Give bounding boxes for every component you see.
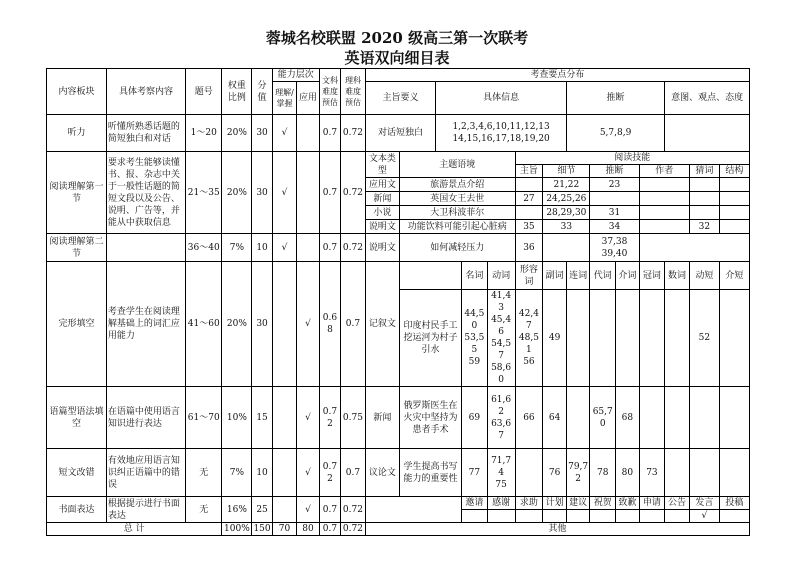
module-cell: 阅读理解第二节: [47, 234, 107, 262]
infer-cell: 37,38 39,40: [590, 234, 639, 262]
module-cell: 听力: [47, 115, 107, 152]
infer-cell: 23: [590, 178, 639, 192]
score-cell: 30: [252, 152, 272, 234]
total-score: 150: [253, 524, 271, 534]
total-label: 总 计: [47, 523, 222, 536]
check-cell: √: [272, 152, 297, 234]
main-cell: [515, 206, 543, 220]
wen-cell: 0.68: [319, 262, 340, 387]
detail-cell: 33: [543, 220, 590, 234]
struct-cell: [719, 178, 749, 192]
writing-types-row: [47, 497, 750, 510]
col-header: 动词: [487, 262, 515, 290]
col-header: 动短: [689, 262, 719, 290]
empty-cell: [566, 387, 590, 449]
li-cell: 0.75: [341, 387, 366, 449]
content-cell: 考查学生在阅读理解基础上的词汇应用能力: [106, 262, 185, 387]
header-wen-diff: 文科难度预估: [319, 69, 340, 115]
wen-cell: 0.7: [319, 234, 340, 262]
main-cell: 36: [515, 234, 543, 262]
col-header: 代词: [590, 262, 616, 290]
noun-cell: 44,50 53,55 59: [462, 290, 488, 387]
module-cell: 语篇型语法填空: [47, 387, 107, 449]
infer-cell: 5,7,8,9: [566, 115, 664, 152]
type-label: 致歉: [616, 497, 640, 510]
noun-cell: 77: [462, 449, 488, 497]
header-intent: 意图、观点、态度: [665, 82, 750, 115]
header-score: 分值: [252, 69, 272, 115]
type-cell: 议论文: [365, 449, 399, 497]
type-label: 感谢: [487, 497, 515, 510]
adv-cell: 64: [543, 387, 567, 449]
type-label: 求助: [515, 497, 543, 510]
weight-cell: 7%: [222, 234, 252, 262]
score-cell: 10: [252, 449, 272, 497]
empty-cell: [689, 387, 719, 449]
pron-cell: 65,70: [590, 387, 616, 449]
main-cell: [515, 178, 543, 192]
content-cell: 听懂所熟悉话题的简短独白和对话: [106, 115, 185, 152]
weight-cell: 20%: [222, 115, 252, 152]
empty-cell: [515, 510, 543, 523]
header-qnum: 题号: [186, 69, 222, 115]
empty-cell: [515, 449, 543, 497]
author-cell: [639, 192, 689, 206]
col-header: 阅读技能: [515, 152, 749, 165]
infer-cell: 31: [590, 206, 639, 220]
empty-cell: [462, 510, 488, 523]
total-weight: 100%: [222, 523, 252, 536]
col-header: 副词: [543, 262, 567, 290]
detail-cell: 1,2,3,4,6,10,11,12,13 14,15,16,17,18,19,20: [436, 115, 567, 152]
header-content: 具体考察内容: [106, 69, 185, 115]
empty-cell: [106, 234, 185, 262]
prep-cell: 80: [616, 449, 640, 497]
empty-cell: [719, 510, 749, 523]
empty-cell: [543, 234, 590, 262]
qnum-cell: 无: [186, 449, 222, 497]
type-label: 发言: [689, 497, 719, 510]
header-ability-b: 应用: [297, 82, 319, 115]
col-header: 数词: [665, 262, 690, 290]
wen-cell: 0.7: [319, 497, 340, 523]
reading2-row: [47, 234, 750, 262]
topic-cell: 俄罗斯医生在火灾中坚持为患者手术: [399, 387, 461, 449]
empty-cell: [639, 510, 665, 523]
weight-cell: 20%: [222, 152, 252, 234]
type-label: 公告: [665, 497, 690, 510]
col-header: 推断: [590, 165, 639, 178]
empty-cell: [543, 510, 567, 523]
reading1-header-row: [47, 152, 750, 165]
empty-cell: [272, 449, 297, 497]
empty-cell: [665, 290, 690, 387]
empty-cell: [719, 387, 749, 449]
type-cell: 小说: [365, 206, 399, 220]
empty-cell: [272, 387, 297, 449]
mark-cell: √: [689, 510, 719, 523]
col-header: 作者: [639, 165, 689, 178]
wen-cell: 0.72: [319, 449, 340, 497]
col-header: 冠词: [639, 262, 665, 290]
empty-cell: [639, 387, 665, 449]
header-row: [47, 69, 750, 82]
author-cell: [639, 178, 689, 192]
adv-cell: 76: [543, 449, 567, 497]
topic-cell: 印度村民手工挖运河为村子引水: [399, 290, 461, 387]
empty-cell: [297, 152, 319, 234]
type-cell: 新闻: [365, 192, 399, 206]
type-cell: 应用文: [365, 178, 399, 192]
total-other: 其他: [365, 523, 749, 536]
cloze-header-row: [47, 262, 750, 290]
total-a: 70: [272, 523, 297, 536]
verb-cell: 41,43 45,46 54,57 58,60: [487, 290, 515, 387]
check-cell: √: [297, 387, 319, 449]
li-cell: 0.72: [341, 152, 366, 234]
empty-cell: [616, 290, 640, 387]
col-header: 连词: [566, 262, 590, 290]
module-cell: 完形填空: [47, 262, 107, 387]
listening-row: [47, 115, 750, 152]
col-header: 细节: [543, 165, 590, 178]
empty-cell: [297, 234, 319, 262]
module-cell: 书面表达: [47, 497, 107, 523]
art-cell: 73: [639, 449, 665, 497]
infer-cell: [590, 192, 639, 206]
prep-cell: 68: [616, 387, 640, 449]
col-header: 结构: [719, 165, 749, 178]
topic-cell: 功能饮料可能引起心脏病: [399, 220, 515, 234]
empty-cell: [590, 510, 616, 523]
type-label: 申请: [639, 497, 665, 510]
topic-cell: 如何减轻压力: [399, 234, 515, 262]
guess-cell: 32: [689, 220, 719, 234]
check-cell: √: [297, 262, 319, 387]
col-header: 介词: [616, 262, 640, 290]
verb-cell: 61,62 63,67: [487, 387, 515, 449]
page-title: 蓉城名校联盟 2020 级高三第一次联考: [265, 29, 529, 47]
empty-cell: [365, 497, 461, 523]
total-row: [47, 523, 750, 536]
struct-cell: [719, 206, 749, 220]
correction-row: [47, 449, 750, 497]
type-label: 邀请: [462, 497, 488, 510]
col-header: 主旨: [515, 165, 543, 178]
empty-cell: [566, 290, 590, 387]
pron-cell: 78: [590, 449, 616, 497]
check-cell: √: [272, 234, 297, 262]
li-cell: 0.72: [341, 497, 366, 523]
detail-cell: 24,25,26: [543, 192, 590, 206]
check-cell: √: [297, 449, 319, 497]
li-cell: 0.72: [341, 234, 366, 262]
topic-cell: 大卫科波菲尔: [399, 206, 515, 220]
col-header: 介短: [719, 262, 749, 290]
score-cell: 30: [252, 115, 272, 152]
col-header: 名词: [462, 262, 488, 290]
author-cell: [639, 206, 689, 220]
type-label: 祝贺: [590, 497, 616, 510]
header-weight: 权重比例: [222, 69, 252, 115]
empty-cell: [272, 262, 297, 387]
empty-cell: [272, 497, 297, 523]
content-cell: 在语篇中使用语言知识进行表达: [106, 387, 185, 449]
empty-cell: [487, 510, 515, 523]
type-cell: 新闻: [365, 387, 399, 449]
type-cell: 对话短独白: [365, 115, 436, 152]
check-cell: √: [272, 115, 297, 152]
type-cell: 说明文: [365, 234, 399, 262]
wen-cell: 0.7: [319, 115, 340, 152]
header-dist: 考查要点分布: [365, 69, 749, 82]
empty-cell: [665, 510, 690, 523]
module-cell: 阅读理解第一节: [47, 152, 107, 234]
topic-cell: 旅游景点介绍: [399, 178, 515, 192]
empty-cell: [689, 449, 719, 497]
guess-cell: [689, 206, 719, 220]
check-cell: √: [297, 497, 319, 523]
weight-cell: 20%: [222, 262, 252, 387]
qnum-cell: 1～20: [186, 115, 222, 152]
grammar-row: [47, 387, 750, 449]
type-cell: 说明文: [365, 220, 399, 234]
detail-cell: 28,29,30: [543, 206, 590, 220]
weight-cell: 10%: [222, 387, 252, 449]
type-label: 投稿: [719, 497, 749, 510]
total-li: 0.72: [341, 523, 366, 536]
header-main-idea: 主旨要义: [365, 82, 436, 115]
total-b: 80: [297, 523, 319, 536]
adj-cell: 42,47 48,51 56: [515, 290, 543, 387]
phrase-cell: 52: [689, 290, 719, 387]
noun-cell: 69: [462, 387, 488, 449]
score-cell: 15: [252, 387, 272, 449]
empty-cell: [719, 449, 749, 497]
qnum-cell: 41～60: [186, 262, 222, 387]
topic-cell: 英国女王去世: [399, 192, 515, 206]
main-cell: 27: [515, 192, 543, 206]
score-cell: 10: [252, 234, 272, 262]
content-cell: 要求考生能够读懂书、报、杂志中关于一般性话题的简短文段以及公告、说明、广告等，并能从中获取信息: [106, 152, 185, 234]
wen-cell: 0.7: [319, 152, 340, 234]
page-subtitle: 英语双向细目表: [344, 49, 450, 67]
col-header: 形容词: [515, 262, 543, 290]
topic-cell: 学生提高书写能力的重要性: [399, 449, 461, 497]
main-cell: 35: [515, 220, 543, 234]
weight-cell: 7%: [222, 449, 252, 497]
empty-cell: [616, 510, 640, 523]
infer-cell: 34: [590, 220, 639, 234]
type-label: 建议: [566, 497, 590, 510]
score-cell: 25: [252, 497, 272, 523]
empty-cell: [665, 115, 750, 152]
type-cell: 记叙文: [365, 262, 399, 387]
weight-cell: 16%: [222, 497, 252, 523]
blank-cell: [399, 262, 461, 290]
empty-cell: [297, 115, 319, 152]
qnum-cell: 61～70: [186, 387, 222, 449]
li-cell: 0.7: [341, 449, 366, 497]
guess-cell: [689, 192, 719, 206]
guess-cell: [689, 178, 719, 192]
content-cell: 根据提示进行书面表达: [106, 497, 185, 523]
empty-cell: [665, 387, 690, 449]
total-wen: 0.7: [319, 523, 340, 536]
col-header: 主题语境: [399, 152, 515, 178]
wen-cell: 0.72: [319, 387, 340, 449]
col-header: 文本类型: [365, 152, 399, 178]
type-label: 计划: [543, 497, 567, 510]
struct-cell: [719, 220, 749, 234]
header-li-diff: 理科难度预估: [341, 69, 366, 115]
empty-cell: [566, 510, 590, 523]
qnum-cell: 36～40: [186, 234, 222, 262]
header-ability-a: 理解/掌握: [272, 82, 297, 115]
struct-cell: [719, 192, 749, 206]
verb-cell: 71,74 75: [487, 449, 515, 497]
conj-cell: 79,72: [566, 449, 590, 497]
detail-cell: 21,22: [543, 178, 590, 192]
spec-table: [46, 68, 750, 536]
col-header: 猜词: [689, 165, 719, 178]
content-cell: 有效地应用语言知识纠正语篇中的错误: [106, 449, 185, 497]
empty-cell: [719, 290, 749, 387]
score-cell: 30: [252, 262, 272, 387]
empty-cell: [590, 290, 616, 387]
adj-cell: 66: [515, 387, 543, 449]
empty-cell: [639, 290, 665, 387]
module-cell: 短文改错: [47, 449, 107, 497]
header-detail-info: 具体信息: [436, 82, 567, 115]
header-module: 内容板块: [47, 69, 107, 115]
qnum-cell: 21～35: [186, 152, 222, 234]
header-inference: 推断: [566, 82, 664, 115]
author-cell: [639, 220, 689, 234]
qnum-cell: 无: [186, 497, 222, 523]
empty-cell: [639, 234, 749, 262]
header-ability: 能力层次: [272, 69, 319, 82]
li-cell: 0.7: [341, 262, 366, 387]
li-cell: 0.72: [341, 115, 366, 152]
empty-cell: [665, 449, 690, 497]
adv-cell: 49: [543, 290, 567, 387]
